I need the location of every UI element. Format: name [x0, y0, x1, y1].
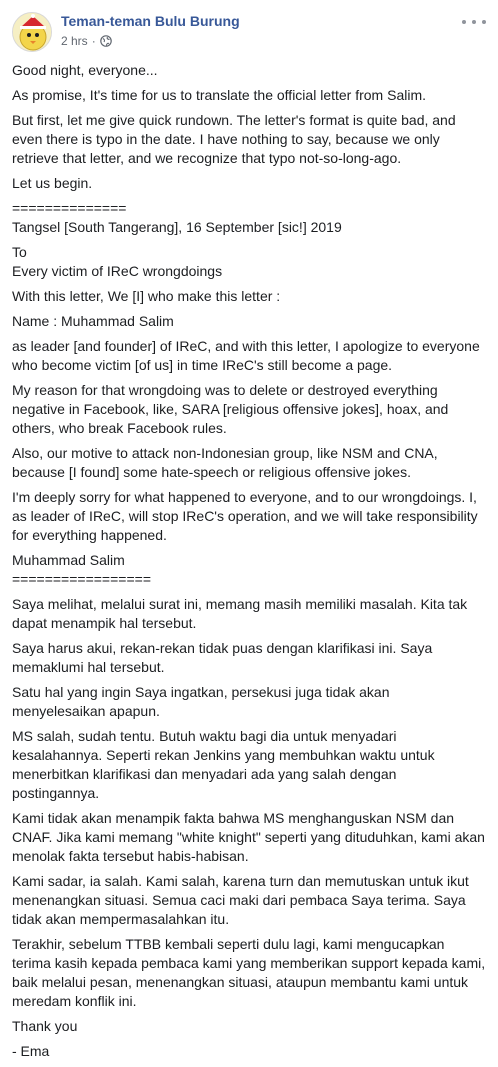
post-paragraph: I'm deeply sorry for what happened to everyone, and to our wrongdoings. I, as leader of IReC, will stop IReC's operation, and we will take responsibility for everything happened. [12, 489, 482, 543]
post-paragraph: With this letter, We [I] who make this letter : [12, 288, 281, 304]
post-paragraph: To Every victim of IReC wrongdoings [12, 244, 223, 279]
meta-separator: · [91, 34, 96, 48]
bird-avatar-icon [13, 13, 52, 52]
globe-icon[interactable] [100, 35, 112, 47]
post-paragraph: Terakhir, sebelum TTBB kembali seperti dulu lagi, kami mengucapkan terima kasih kepada pembaca kami yang memberikan support kepada kami, baik melalui pesan, menenangkan situasi, ataupun membantu kami untuk meredam konflik ini. [12, 936, 490, 1009]
post-paragraph: Let us begin. [12, 175, 93, 191]
post-paragraph: Saya harus akui, rekan-rekan tidak puas dengan klarifikasi ini. Saya memaklumi hal tersebut. [12, 640, 437, 675]
post-paragraph: But first, let me give quick rundown. The letter's format is quite bad, and even there is typo in the date. I have nothing to say, because we only retrieve that letter, and we recognize that typo not-so-long-ago. [12, 112, 460, 166]
post-paragraph: My reason for that wrongdoing was to delete or destroyed everything negative in Facebook, like, SARA [religious offensive jokes], hoax, and others, who break Facebook rules. [12, 382, 453, 436]
post-paragraph: As promise, It's time for us to translate the official letter from Salim. [12, 87, 427, 103]
post-paragraph: Also, our motive to attack non-Indonesian group, like NSM and CNA, because [I found] some hate-speech or religious offensive jokes. [12, 445, 442, 480]
post-paragraph: Muhammad Salim ================= [12, 552, 151, 587]
post-paragraph: Good night, everyone... [12, 62, 158, 78]
post-paragraph: as leader [and founder] of IReC, and with this letter, I apologize to everyone who become victim [of us] in time IReC's still become a page. [12, 338, 484, 373]
post-paragraph: MS salah, sudah tentu. Butuh waktu bagi dia untuk menyadari kesalahannya. Seperti rekan Jenkins yang membuhkan waktu untuk menerbitkan klarifikasi dan menyadari ada yang salah dengan postingannya. [12, 728, 439, 801]
post-paragraph: Saya melihat, melalui surat ini, memang masih memiliki masalah. Kita tak dapat menampik hal tersebut. [12, 596, 472, 631]
post-paragraph: - Ema [12, 1043, 50, 1059]
post-body [12, 61, 490, 1067]
post-paragraph: Satu hal yang ingin Saya ingatkan, persekusi juga tidak akan menyelesaikan apapun. [12, 684, 394, 719]
post-header [12, 12, 486, 54]
post-paragraph: ============== Tangsel [South Tangerang], 16 September [sic!] 2019 [12, 200, 342, 235]
post-paragraph: Kami sadar, ia salah. Kami salah, karena turn dan memutuskan untuk ikut menenangkan situasi. Semua caci maki dari pembaca Saya terima. Saya tidak akan mempermasalahkan itu. [12, 873, 473, 927]
ellipsis-icon[interactable] [462, 14, 486, 30]
page-avatar[interactable] [12, 12, 52, 52]
page-name-link[interactable]: Teman-teman Bulu Burung [61, 13, 240, 29]
post-timestamp[interactable]: 2 hrs [61, 34, 88, 48]
post-paragraph: Thank you [12, 1018, 78, 1034]
post-paragraph: Kami tidak akan menampik fakta bahwa MS menghanguskan NSM dan CNAF. Jika kami memang "white knight" seperti yang dituduhkan, kami akan menolak fakta tersebut habis-habisan. [12, 810, 489, 864]
post-paragraph: Name : Muhammad Salim [12, 313, 174, 329]
post-meta [61, 34, 112, 48]
